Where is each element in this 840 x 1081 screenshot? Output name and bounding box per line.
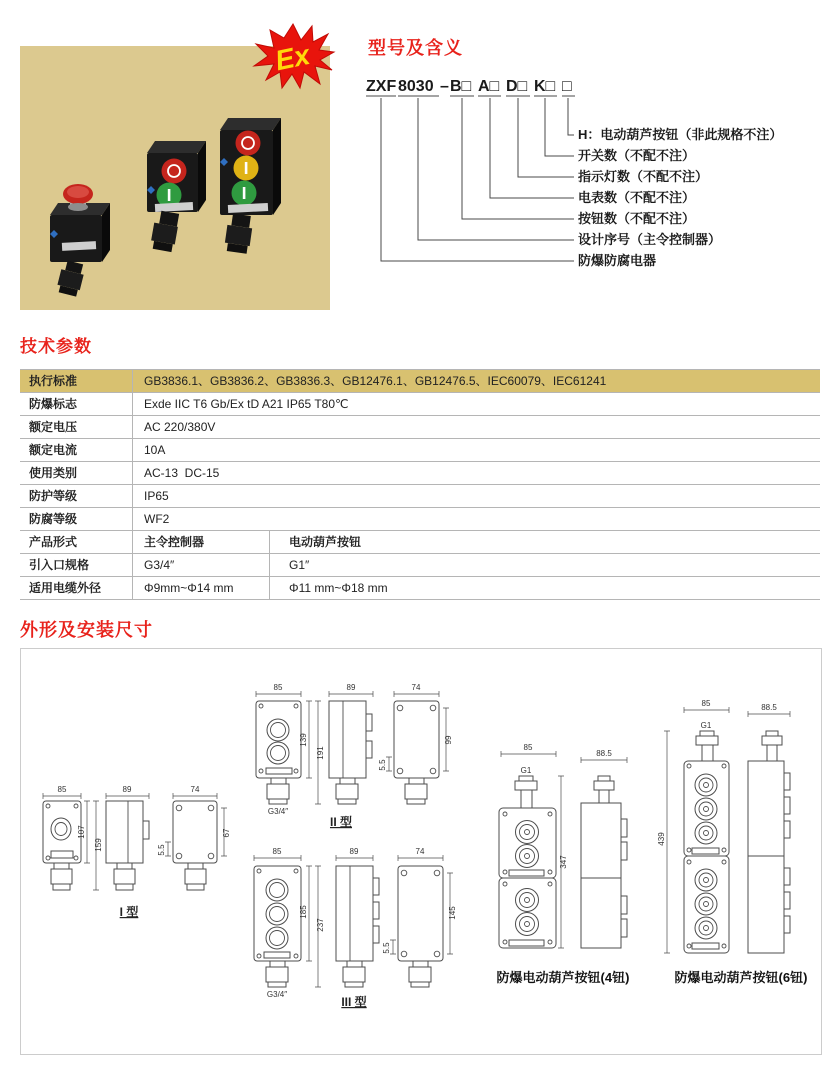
row-label: 产品形式 bbox=[20, 531, 133, 553]
dim-label: 85 bbox=[272, 847, 282, 856]
table-row bbox=[20, 485, 820, 508]
row-value: Exde IIC T6 Gb/Ex tD A21 IP65 T80℃ bbox=[144, 397, 349, 411]
row-value-2: 电动葫芦按钮 bbox=[289, 535, 362, 549]
row-value: 10A bbox=[144, 443, 166, 457]
drawing-hoist4 bbox=[497, 743, 630, 985]
drawing-caption: II 型 bbox=[329, 815, 353, 829]
model-label-meters: 电表数（不配不注） bbox=[578, 190, 696, 205]
ex-badge-text: Ex bbox=[272, 38, 313, 77]
row-value: IP65 bbox=[144, 489, 169, 503]
drawing-type1 bbox=[43, 785, 231, 919]
table-row bbox=[20, 393, 820, 416]
red-stop-button bbox=[236, 131, 261, 156]
model-diagram bbox=[366, 76, 838, 293]
dim-label: 185 bbox=[299, 905, 308, 919]
dim-label: 139 bbox=[299, 733, 308, 747]
dim-label: 85 bbox=[57, 785, 67, 794]
table-row bbox=[20, 439, 820, 462]
drawing-type3 bbox=[254, 847, 457, 1009]
row-value: 主令控制器 bbox=[133, 531, 270, 553]
table-row bbox=[20, 416, 820, 439]
row-label: 引入口规格 bbox=[20, 554, 133, 576]
drawing-hoist6 bbox=[657, 699, 807, 985]
dim-label: 5.5 bbox=[378, 759, 387, 771]
row-label: 防腐等级 bbox=[20, 508, 133, 530]
table-row bbox=[20, 554, 820, 577]
row-value: AC-13 DC-15 bbox=[144, 466, 220, 480]
dim-label: 85 bbox=[273, 683, 283, 692]
dim-label: 89 bbox=[349, 847, 359, 856]
table-row bbox=[20, 462, 820, 485]
tech-params-title: 技术参数 bbox=[20, 337, 92, 356]
model-seg-k: K□ bbox=[534, 78, 556, 95]
row-label: 适用电缆外径 bbox=[20, 577, 133, 599]
red-stop-button bbox=[162, 159, 187, 184]
table-row bbox=[20, 577, 820, 600]
row-value: Φ9mm~Φ14 mm bbox=[133, 577, 270, 599]
model-label-hoist: H：电动葫芦按钮（非此规格不注） bbox=[578, 127, 783, 142]
dim-label: 5.5 bbox=[157, 844, 166, 856]
thread-label: G3/4″ bbox=[266, 990, 288, 999]
dimension-drawings-box bbox=[20, 648, 822, 1055]
dim-label: 88.5 bbox=[761, 703, 777, 712]
table-row bbox=[20, 508, 820, 531]
row-value: WF2 bbox=[144, 512, 170, 526]
dim-label: 159 bbox=[94, 838, 103, 852]
drawing-caption: III 型 bbox=[341, 995, 367, 1009]
dim-label: 74 bbox=[411, 683, 421, 692]
row-label: 额定电流 bbox=[20, 439, 133, 461]
i-symbol bbox=[245, 162, 248, 174]
dim-label: 67 bbox=[222, 828, 231, 838]
thread-label: G3/4″ bbox=[267, 807, 289, 816]
model-seg-8030: 8030 bbox=[398, 78, 434, 95]
model-seg-dash: – bbox=[440, 78, 449, 95]
model-seg-box: □ bbox=[562, 78, 572, 95]
model-seg-d: D□ bbox=[506, 78, 528, 95]
drawing-caption: I 型 bbox=[119, 905, 139, 919]
dimensions-title: 外形及安装尺寸 bbox=[20, 620, 153, 640]
model-label-switches: 开关数（不配不注） bbox=[578, 148, 696, 163]
model-label-exproof: 防爆防腐电器 bbox=[578, 253, 657, 268]
dim-label: 99 bbox=[444, 735, 453, 745]
dim-label: 74 bbox=[190, 785, 200, 794]
row-value: GB3836.1、GB3836.2、GB3836.3、GB12476.1、GB12476.5、IEC60079、IEC61241 bbox=[144, 374, 607, 388]
model-seg-b: B□ bbox=[450, 78, 472, 95]
model-section-title: 型号及含义 bbox=[368, 38, 463, 58]
dim-label: 237 bbox=[316, 918, 325, 932]
dim-label: 439 bbox=[657, 832, 666, 846]
dim-label: 191 bbox=[316, 746, 325, 760]
drawing-caption: 防爆电动葫芦按钮(4钮) bbox=[496, 970, 630, 985]
row-label: 使用类别 bbox=[20, 462, 133, 484]
i-symbol bbox=[243, 187, 246, 199]
row-value: G3/4″ bbox=[133, 554, 270, 576]
tech-params-table bbox=[20, 369, 820, 600]
model-label-buttons: 按钮数（不配不注） bbox=[578, 211, 696, 226]
dim-label: 89 bbox=[346, 683, 356, 692]
dim-label: 89 bbox=[122, 785, 132, 794]
dim-label: 88.5 bbox=[596, 749, 612, 758]
row-label: 额定电压 bbox=[20, 416, 133, 438]
dim-label: 74 bbox=[415, 847, 425, 856]
thread-label: G1 bbox=[700, 721, 712, 730]
model-seg-zxf: ZXF bbox=[366, 78, 397, 95]
dim-label: 85 bbox=[701, 699, 711, 708]
model-label-design-no: 设计序号（主令控制器） bbox=[578, 232, 722, 247]
dim-label: 5.5 bbox=[382, 942, 391, 954]
drawing-caption: 防爆电动葫芦按钮(6钮) bbox=[674, 970, 808, 985]
row-value: AC 220/380V bbox=[144, 420, 216, 434]
thread-label: G1 bbox=[520, 766, 532, 775]
model-seg-a: A□ bbox=[478, 78, 500, 95]
row-label: 防护等级 bbox=[20, 485, 133, 507]
dim-label: 85 bbox=[523, 743, 533, 752]
model-label-lamps: 指示灯数（不配不注） bbox=[578, 169, 709, 184]
row-label: 执行标准 bbox=[20, 370, 133, 392]
row-label: 防爆标志 bbox=[20, 393, 133, 415]
table-row bbox=[20, 531, 820, 554]
dim-label: 347 bbox=[559, 855, 568, 869]
i-symbol bbox=[168, 189, 171, 201]
table-row bbox=[20, 370, 820, 393]
ex-badge bbox=[252, 22, 336, 94]
drawing-type2 bbox=[256, 683, 453, 829]
dim-label: 107 bbox=[77, 825, 86, 839]
row-value-2: Φ11 mm~Φ18 mm bbox=[289, 581, 388, 595]
dim-label: 145 bbox=[448, 906, 457, 920]
row-value-2: G1″ bbox=[289, 558, 310, 572]
